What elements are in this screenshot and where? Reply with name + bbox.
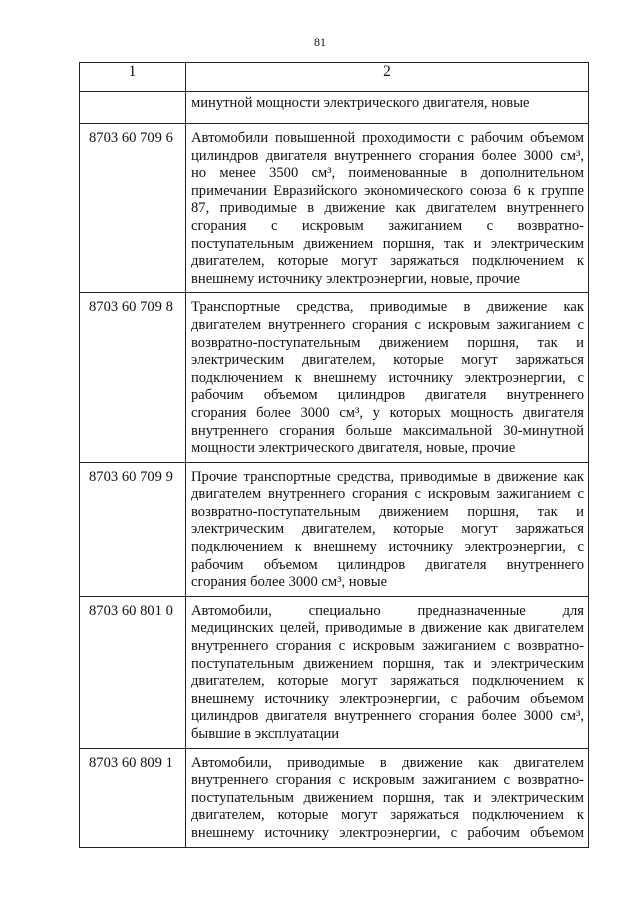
description-line: внешнему источнику электроэнергии, с рабочим объемом xyxy=(191,690,584,707)
description-line: Транспортные средства, приводимые в движение как xyxy=(191,299,584,316)
table-row xyxy=(80,596,589,748)
description-line: электрическим двигателем, которые могут заряжаться xyxy=(191,521,584,538)
description-line: подключением к внешнему источнику электроэнергии, с xyxy=(191,369,584,386)
description-line: но менее 3500 см³, поименованные в дополнительном xyxy=(191,165,584,182)
description-line: двигателем, которые могут заряжаться подключением к xyxy=(191,253,584,270)
table-header-row xyxy=(80,63,589,92)
description-line: поступательным движением поршня, так и электрическим xyxy=(191,235,584,252)
table-row xyxy=(80,293,589,462)
description-line: примечании Евразийского экономического союза 6 к группе xyxy=(191,182,584,199)
table-row xyxy=(80,124,589,293)
description-line: Автомобили, приводимые в движение как двигателем xyxy=(191,754,584,771)
continuation-description-cell xyxy=(186,92,589,124)
description-line: сгорания с искровым зажиганием с возвратно- xyxy=(191,217,584,234)
description-line: поступательным движением поршня, так и электрическим xyxy=(191,789,584,806)
description-line: рабочим объемом цилиндров двигателя внутреннего xyxy=(191,556,584,573)
description-cell xyxy=(186,596,589,748)
description-cell xyxy=(186,293,589,462)
description-line: мощности электрического двигателя, новые, прочие xyxy=(191,440,516,457)
description-line: двигателем, которые могут заряжаться подключением к xyxy=(191,807,584,824)
description-line: рабочим объемом цилиндров двигателя внутреннего xyxy=(191,387,584,404)
description-line: минутной мощности электрического двигателя, новые xyxy=(191,95,530,111)
description-cell xyxy=(186,124,589,293)
description-line: медицинских целей, приводимые в движение как двигателем xyxy=(191,620,584,637)
description-line: сгорания более 3000 см³, у которых мощность двигателя xyxy=(191,404,584,421)
description-line: внешнему источнику электроэнергии, новые, прочие xyxy=(191,270,521,287)
tariff-code: 8703 60 809 1 xyxy=(80,748,186,847)
description-line: цилиндров двигателя внутреннего сгорания более 3000 см³, xyxy=(191,708,584,725)
description-line: сгорания более 3000 см³, новые xyxy=(191,574,388,591)
description-line: внутреннего сгорания больше максимальной 30-минутной xyxy=(191,422,584,439)
tariff-code: 8703 60 709 8 xyxy=(80,293,186,462)
description-cell xyxy=(186,748,589,847)
description-line: подключением к внешнему источнику электроэнергии, с xyxy=(191,539,584,556)
description-cell xyxy=(186,462,589,596)
tariff-code: 8703 60 709 9 xyxy=(80,462,186,596)
table-row xyxy=(80,462,589,596)
tariff-table xyxy=(79,62,589,848)
description-line: цилиндров двигателя внутреннего сгорания более 3000 см³, xyxy=(191,147,584,164)
description-line: возвратно-поступательным движением поршня, так и xyxy=(191,334,584,351)
description-line: двигателем внутреннего сгорания с искровым зажиганием с xyxy=(191,316,584,333)
column-header-2: 2 xyxy=(186,63,589,92)
continuation-code-cell xyxy=(80,92,186,124)
description-line: Автомобили повышенной проходимости с рабочим объемом xyxy=(191,130,584,146)
description-line: 87, приводимые в движение как двигателем внутреннего xyxy=(191,200,584,217)
description-line: двигателем, которые могут заряжаться подключением к xyxy=(191,673,584,690)
description-line: Автомобили, специально предназначенные для xyxy=(191,602,584,619)
description-line: электрическим двигателем, которые могут заряжаться xyxy=(191,352,584,369)
tariff-code: 8703 60 709 6 xyxy=(80,124,186,293)
continuation-row xyxy=(80,92,589,124)
description-line: бывшие в эксплуатации xyxy=(191,726,340,742)
column-header-1: 1 xyxy=(80,63,186,92)
table-row xyxy=(80,748,589,847)
description-line: внешнему источнику электроэнергии, с рабочим объемом xyxy=(191,824,584,841)
description-line: возвратно-поступательным движением поршня, так и xyxy=(191,503,584,520)
tariff-code: 8703 60 801 0 xyxy=(80,596,186,748)
page-number: 81 xyxy=(314,35,326,49)
description-line: внутреннего сгорания с искровым зажиганием с возвратно- xyxy=(191,638,584,655)
description-line: внутреннего сгорания с искровым зажиганием с возвратно- xyxy=(191,772,584,789)
description-line: двигателем внутреннего сгорания с искровым зажиганием с xyxy=(191,486,584,503)
description-line: Прочие транспортные средства, приводимые в движение как xyxy=(191,468,584,485)
description-line: поступательным движением поршня, так и электрическим xyxy=(191,655,584,672)
